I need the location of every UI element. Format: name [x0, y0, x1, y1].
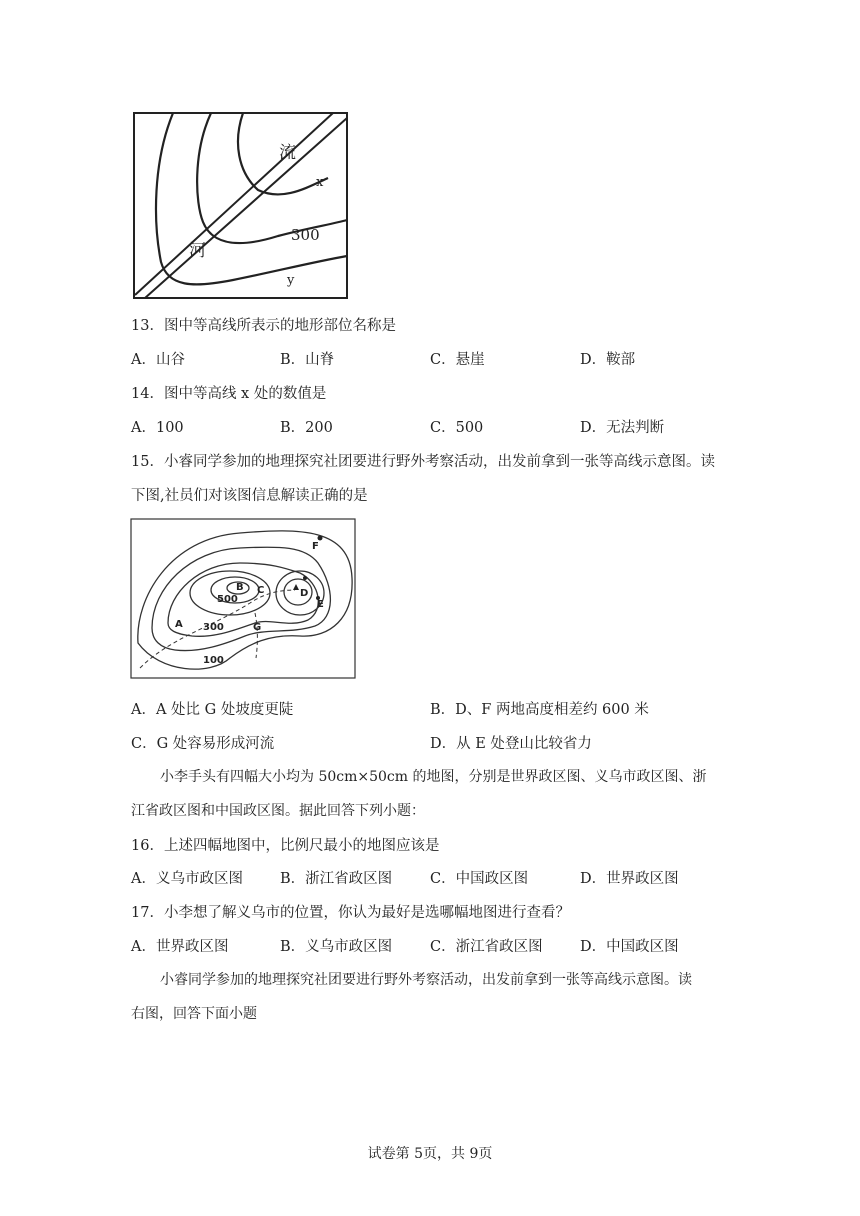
point-label-a: A [175, 619, 183, 630]
q14-option-d[interactable]: D．无法判断 [580, 420, 665, 436]
q13-option-d[interactable]: D．鞍部 [580, 352, 636, 368]
intro18-line1: 小睿同学参加的地理探究社团要进行野外考察活动，出发前拿到一张等高线示意图。读 [160, 972, 692, 988]
contour-label-100: 100 [203, 655, 224, 666]
q15-option-d[interactable]: D．从 E 处登山比较省力 [430, 736, 592, 752]
intro16-line1: 小李手头有四幅大小均为 50cm×50cm 的地图，分别是世界政区图、义乌市政区图、浙 [160, 769, 707, 785]
intro16-line2: 江省政区图和中国政区图。据此回答下列小题： [131, 803, 425, 819]
q16-option-c[interactable]: C．中国政区图 [430, 871, 529, 887]
contour-map-figure [130, 518, 356, 679]
contour-label-300: 300 [291, 226, 320, 244]
q17-stem: 17．小李想了解义乌市的位置，你认为最好是选哪幅地图进行查看？ [131, 905, 570, 921]
q16-option-a[interactable]: A．义乌市政区图 [131, 871, 243, 887]
q13-option-b[interactable]: B．山脊 [280, 352, 335, 368]
point-label-c: C [257, 585, 265, 596]
q14-stem: 14．图中等高线 x 处的数值是 [131, 386, 327, 402]
q13-stem: 13．图中等高线所表示的地形部位名称是 [131, 318, 396, 334]
q17-option-a[interactable]: A．世界政区图 [131, 939, 229, 955]
contour-label-300b: 300 [203, 622, 224, 633]
contour-label-500: 500 [217, 594, 238, 605]
q15-stem-line1: 15．小睿同学参加的地理探究社团要进行野外考察活动，出发前拿到一张等高线示意图。读 [131, 454, 715, 470]
q13-option-a[interactable]: A．山谷 [131, 352, 185, 368]
point-label-f: F [312, 541, 319, 552]
q15-option-b[interactable]: B．D、F 两地高度相差约 600 米 [430, 702, 649, 718]
q14-option-a[interactable]: A．100 [131, 420, 184, 436]
contour-label-x: x [316, 175, 324, 190]
q15-option-a[interactable]: A．A 处比 G 处坡度更陡 [131, 702, 294, 718]
q17-option-b[interactable]: B．义乌市政区图 [280, 939, 393, 955]
river-char-he: 河 [189, 241, 206, 261]
q15-stem-line2: 下图,社员们对该图信息解读正确的是 [131, 488, 368, 504]
point-label-g: G [253, 622, 262, 633]
page-footer: 试卷第 5页，共 9页 [367, 1146, 493, 1162]
q14-option-c[interactable]: C．500 [430, 420, 484, 436]
q14-option-b[interactable]: B．200 [280, 420, 333, 436]
point-label-e: E [317, 599, 324, 610]
river-char-liu: 流 [279, 143, 296, 163]
q17-option-c[interactable]: C．浙江省政区图 [430, 939, 543, 955]
q15-option-c[interactable]: C．G 处容易形成河流 [131, 736, 275, 752]
q16-option-b[interactable]: B．浙江省政区图 [280, 871, 393, 887]
contour-label-y: y [287, 273, 295, 288]
q16-stem: 16．上述四幅地图中，比例尺最小的地图应该是 [131, 838, 440, 854]
contour-river-figure [133, 112, 348, 299]
intro18-line2: 右图，回答下面小题 [131, 1006, 257, 1022]
q16-option-d[interactable]: D．世界政区图 [580, 871, 679, 887]
q17-option-d[interactable]: D．中国政区图 [580, 939, 679, 955]
q13-option-c[interactable]: C．悬崖 [430, 352, 485, 368]
point-label-b: B [236, 582, 244, 593]
point-label-d: D [300, 588, 309, 599]
